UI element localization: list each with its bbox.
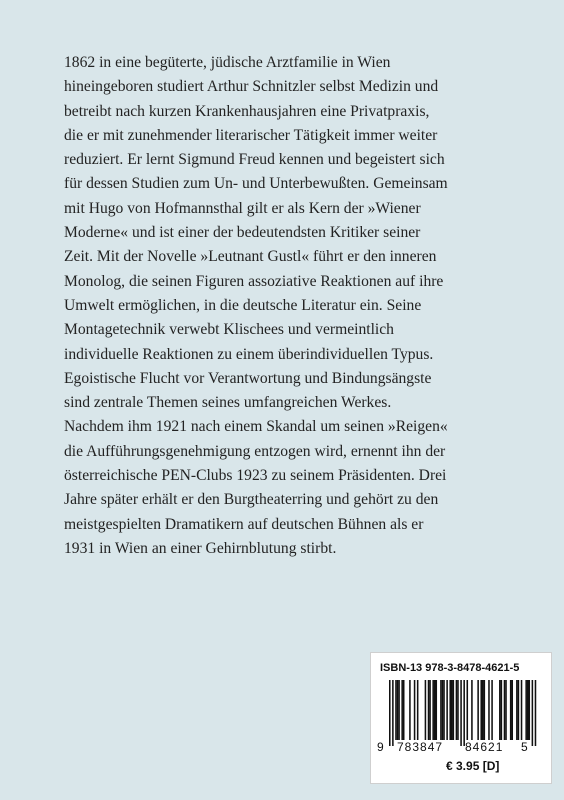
barcode-bar (477, 680, 479, 740)
barcode-bar (398, 680, 400, 740)
blurb-line: österreichische PEN-Clubs 1923 zu seinem Präsidenten. Drei (64, 467, 447, 485)
barcode-bar (482, 680, 484, 740)
blurb-line: hineingeboren studiert Arthur Schnitzler selbst Medizin und (64, 78, 439, 96)
barcode-bar (467, 680, 469, 740)
barcode-bar (401, 680, 403, 740)
barcode-bar (403, 680, 405, 740)
barcode-bar (511, 680, 513, 740)
barcode-bar (434, 680, 436, 740)
blurb-line: für dessen Studien zum Un- und Unterbewußten. Gemeinsam (64, 175, 448, 193)
barcode-bar (414, 680, 416, 740)
price-label: € 3.95 [D] (446, 759, 500, 773)
barcode-bar (443, 680, 445, 740)
barcode-bar (484, 680, 486, 740)
barcode-bar (417, 680, 419, 740)
isbn-label: ISBN-13 978-3-8478-4621-5 (380, 662, 520, 674)
barcode-bar (529, 680, 531, 740)
barcode-digit-first: 9 (377, 740, 385, 754)
barcode-bar (505, 680, 507, 740)
blurb-line: Umwelt ermöglichen, in die deutsche Literatur ein. Seine (64, 296, 422, 314)
barcode-bar (442, 680, 444, 740)
barcode-bar (499, 680, 501, 740)
blurb-line: Zeit. Mit der Novelle »Leutnant Gustl« führt er den inneren (64, 248, 437, 266)
barcode-bar (463, 680, 465, 746)
barcode-digits-left: 783847 (397, 740, 444, 754)
blurb-line: die er mit zunehmender literarischer Tätigkeit immer weiter (64, 126, 438, 144)
barcode-bar (446, 680, 448, 740)
barcode-bar (429, 680, 431, 740)
barcode-bar (527, 680, 529, 740)
barcode-bar (425, 680, 427, 740)
barcode-bar (480, 680, 482, 740)
blurb-line: sind zentrale Themen seines umfangreichen Werkes. (64, 394, 392, 412)
blurb-line: betreibt nach kurzen Krankenhausjahren eine Privatpraxis, (64, 102, 430, 120)
barcode-bar (449, 680, 451, 740)
barcode-bar (471, 680, 473, 740)
blurb-line: Moderne« und ist einer der bedeutendsten Kritiker seiner (64, 224, 421, 242)
barcode-bar (456, 680, 458, 740)
barcode-bar (518, 680, 520, 740)
blurb-line: Jahre später erhält er den Burgtheaterring und gehört zu den (64, 491, 439, 509)
barcode-bar (521, 680, 523, 740)
barcode-bar (535, 680, 537, 746)
barcode-digit-last: 5 (521, 740, 529, 754)
barcode-bar (397, 680, 399, 740)
blurb-line: die Aufführungsgenehmigung entzogen wird, ernennt ihn der (64, 442, 446, 460)
barcode-bar (389, 680, 391, 746)
barcode-bar (532, 680, 534, 746)
blurb-line: Egoistische Flucht vor Verantwortung und Bindungsängste (64, 369, 432, 387)
barcode-bar (436, 680, 438, 740)
blurb-line: mit Hugo von Hofmannsthal gilt er als Kern der »Wiener (64, 199, 421, 217)
barcode-bar (504, 680, 506, 740)
barcode-bar (451, 680, 453, 740)
barcode-bar (460, 680, 462, 746)
barcode-bar (457, 680, 459, 740)
barcode-panel (370, 652, 552, 784)
barcode-digits-right: 84621 (465, 740, 504, 754)
barcode-bar (453, 680, 455, 740)
back-cover-blurb (64, 51, 534, 561)
barcode-bar (432, 680, 434, 740)
barcode-bar (491, 680, 493, 740)
blurb-line: Monolog, die seinen Figuren assoziative Reaktionen auf ihre (64, 272, 444, 290)
barcode-bar (510, 680, 512, 740)
barcode-image (377, 680, 547, 748)
blurb-line: reduziert. Er lernt Sigmund Freud kennen und begeistert sich (64, 151, 445, 169)
blurb-line: individuelle Reaktionen zu einem überindividuellen Typus. (64, 345, 434, 363)
barcode-bar (525, 680, 527, 740)
barcode-bar (395, 680, 397, 740)
blurb-line: 1931 in Wien an einer Gehirnblutung stirbt. (64, 539, 337, 557)
blurb-line: meistgespielten Dramatikern auf deutschen Bühnen als er (64, 515, 424, 533)
barcode-bar (516, 680, 518, 740)
barcode-bar (428, 680, 430, 740)
blurb-line: Montagetechnik verwebt Klischees und vermeintlich (64, 321, 394, 339)
barcode-bar (501, 680, 503, 740)
barcode-bar (440, 680, 442, 740)
blurb-line: Nachdem ihm 1921 nach einem Skandal um seinen »Reigen« (64, 418, 448, 436)
barcode-bar (392, 680, 394, 746)
barcode-bar (409, 680, 411, 740)
blurb-line: 1862 in eine begüterte, jüdische Arztfamilie in Wien (64, 54, 391, 71)
barcode-bar (488, 680, 490, 740)
